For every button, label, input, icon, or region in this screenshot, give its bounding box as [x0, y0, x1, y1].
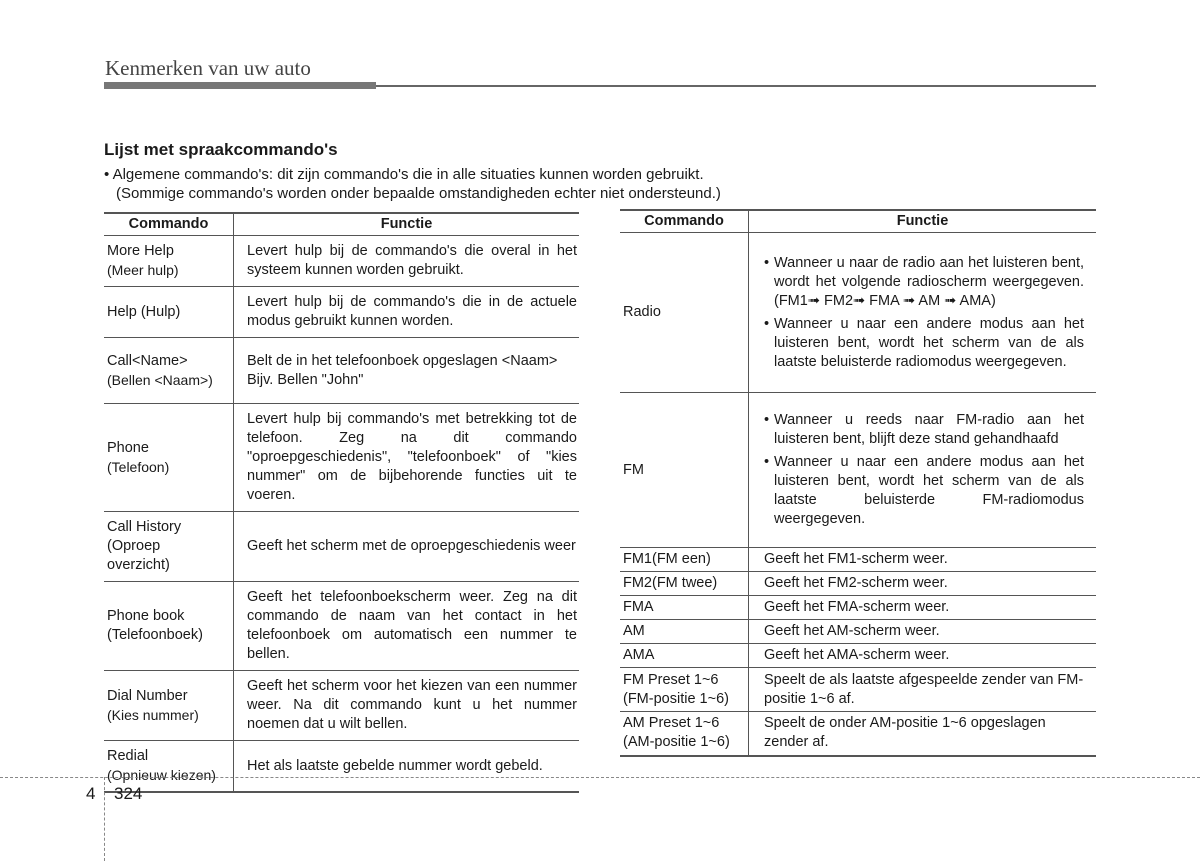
command-translation: (Bellen <Naam>)	[107, 371, 213, 388]
table-row	[620, 393, 1096, 548]
chapter-number: 4	[86, 784, 96, 803]
function-text: Levert hulp bij de commando's die overal in het systeem kunnen worden gebruikt.	[234, 236, 580, 287]
command-name: AM	[620, 620, 749, 644]
table-row	[620, 572, 1096, 596]
command-name: Dial Number	[107, 687, 188, 704]
general-commands-table	[104, 212, 579, 793]
footer-dashed-divider	[104, 777, 105, 861]
command-name: FM Preset 1~6	[623, 671, 719, 688]
table-row	[620, 620, 1096, 644]
command-translation: (Kies nummer)	[107, 706, 199, 723]
table-row	[620, 233, 1096, 393]
intro-text	[104, 165, 721, 203]
command-name: Call History	[107, 519, 182, 535]
command-name: Help (Hulp)	[107, 303, 181, 320]
function-bullet: • Wanneer u naar de radio aan het luisteren bent, wordt het volgende radioscherm weergegeven. (FM1➟ FM2➟ FMA ➟ AM ➟ AMA)	[764, 254, 1084, 311]
function-text: Geeft het FM2-scherm weer.	[749, 572, 1097, 596]
function-bullet: • Wanneer u naar een andere modus aan het luisteren bent, wordt het scherm van de als laatste beluisterde FM-radiomodus weergegeven.	[764, 453, 1084, 529]
table-row	[620, 712, 1096, 756]
radio-commands-table	[620, 209, 1096, 757]
function-text: Speelt de onder AM-positie 1~6 opgeslagen zender af.	[749, 712, 1097, 756]
column-header: Commando	[620, 210, 749, 233]
command-name: More Help	[107, 243, 174, 259]
command-translation: (Opnieuw kiezen)	[107, 767, 216, 783]
function-text: Geeft het scherm voor het kiezen van een nummer weer. Na dit commando kunt u het nummer noemen dat u wilt bellen.	[234, 671, 580, 741]
function-text: Geeft het telefoonboekscherm weer. Zeg na dit commando de naam van het contact in het telefoonboek om automatisch een nummer te bellen.	[234, 582, 580, 671]
column-header: Functie	[234, 213, 580, 236]
command-name: AMA	[620, 644, 749, 668]
table-row	[104, 671, 579, 741]
page-number: 324	[114, 784, 143, 803]
table-row	[620, 644, 1096, 668]
function-text: Geeft het scherm met de oproepgeschiedenis weer	[234, 512, 580, 582]
column-header: Commando	[104, 213, 234, 236]
table-header-row	[620, 210, 1096, 233]
function-text: Levert hulp bij commando's met betrekking tot de telefoon. Zeg na dit commando "oproepgeschiedenis", "telefoonboek" of "kies nummer" om de bijbehorende functies uit te voeren.	[234, 404, 580, 512]
table-row	[620, 668, 1096, 712]
command-translation: (Oproep overzicht)	[107, 538, 170, 573]
table-row	[620, 548, 1096, 572]
intro-line: • Algemene commando's: dit zijn commando's die in alle situaties kunnen worden gebruikt.	[104, 166, 704, 183]
function-text: Het als laatste gebelde nummer wordt gebeld.	[234, 741, 580, 793]
command-name: FM	[620, 393, 749, 548]
header-rule-accent	[104, 82, 376, 89]
table-row	[104, 338, 579, 404]
table-row	[620, 596, 1096, 620]
command-name: FMA	[620, 596, 749, 620]
command-name: FM1(FM een)	[620, 548, 749, 572]
table-row	[104, 287, 579, 338]
function-bullet: • Wanneer u reeds naar FM-radio aan het luisteren bent, blijft deze stand gehandhaafd	[764, 411, 1084, 449]
command-name: Radio	[620, 233, 749, 393]
command-name: Redial	[107, 748, 149, 764]
page-header-title: Kenmerken van uw auto	[105, 56, 311, 80]
table-row	[104, 236, 579, 287]
function-text: Geeft het FMA-scherm weer.	[749, 596, 1097, 620]
function-text: Levert hulp bij de commando's die in de actuele modus gebruikt kunnen worden.	[234, 287, 580, 338]
table-row	[104, 741, 579, 793]
function-text: Geeft het AMA-scherm weer.	[749, 644, 1097, 668]
command-translation: (Meer hulp)	[107, 262, 179, 278]
intro-line: (Sommige commando's worden onder bepaalde omstandigheden echter niet ondersteund.)	[116, 185, 721, 202]
command-name: Phone	[107, 439, 149, 456]
command-translation: (AM-positie 1~6)	[623, 734, 730, 751]
function-text: Speelt de als laatste afgespeelde zender van FM-positie 1~6 af.	[749, 668, 1097, 712]
function-example: Bijv. Bellen "John"	[247, 371, 364, 388]
column-header: Functie	[749, 210, 1097, 233]
command-name: AM Preset 1~6	[623, 715, 720, 732]
command-translation: (Telefoon)	[107, 458, 170, 475]
footer-dashed-rule	[0, 777, 1200, 778]
command-name: FM2(FM twee)	[620, 572, 749, 596]
command-name: Phone book	[107, 608, 185, 624]
function-text: Geeft het FM1-scherm weer.	[749, 548, 1097, 572]
function-text: Belt de in het telefoonboek opgeslagen <Naam>	[247, 352, 558, 369]
command-translation: (Telefoonboek)	[107, 627, 203, 643]
table-header-row	[104, 213, 579, 236]
command-translation: (FM-positie 1~6)	[623, 690, 729, 707]
table-row	[104, 404, 579, 512]
section-title: Lijst met spraakcommando's	[104, 140, 338, 159]
function-bullet: • Wanneer u naar een andere modus aan het luisteren bent, wordt het scherm van de als laatste beluisterde radiomodus weergegeven.	[764, 315, 1084, 372]
table-row	[104, 512, 579, 582]
table-row	[104, 582, 579, 671]
command-name: Call<Name>	[107, 352, 188, 369]
function-text: Geeft het AM-scherm weer.	[749, 620, 1097, 644]
